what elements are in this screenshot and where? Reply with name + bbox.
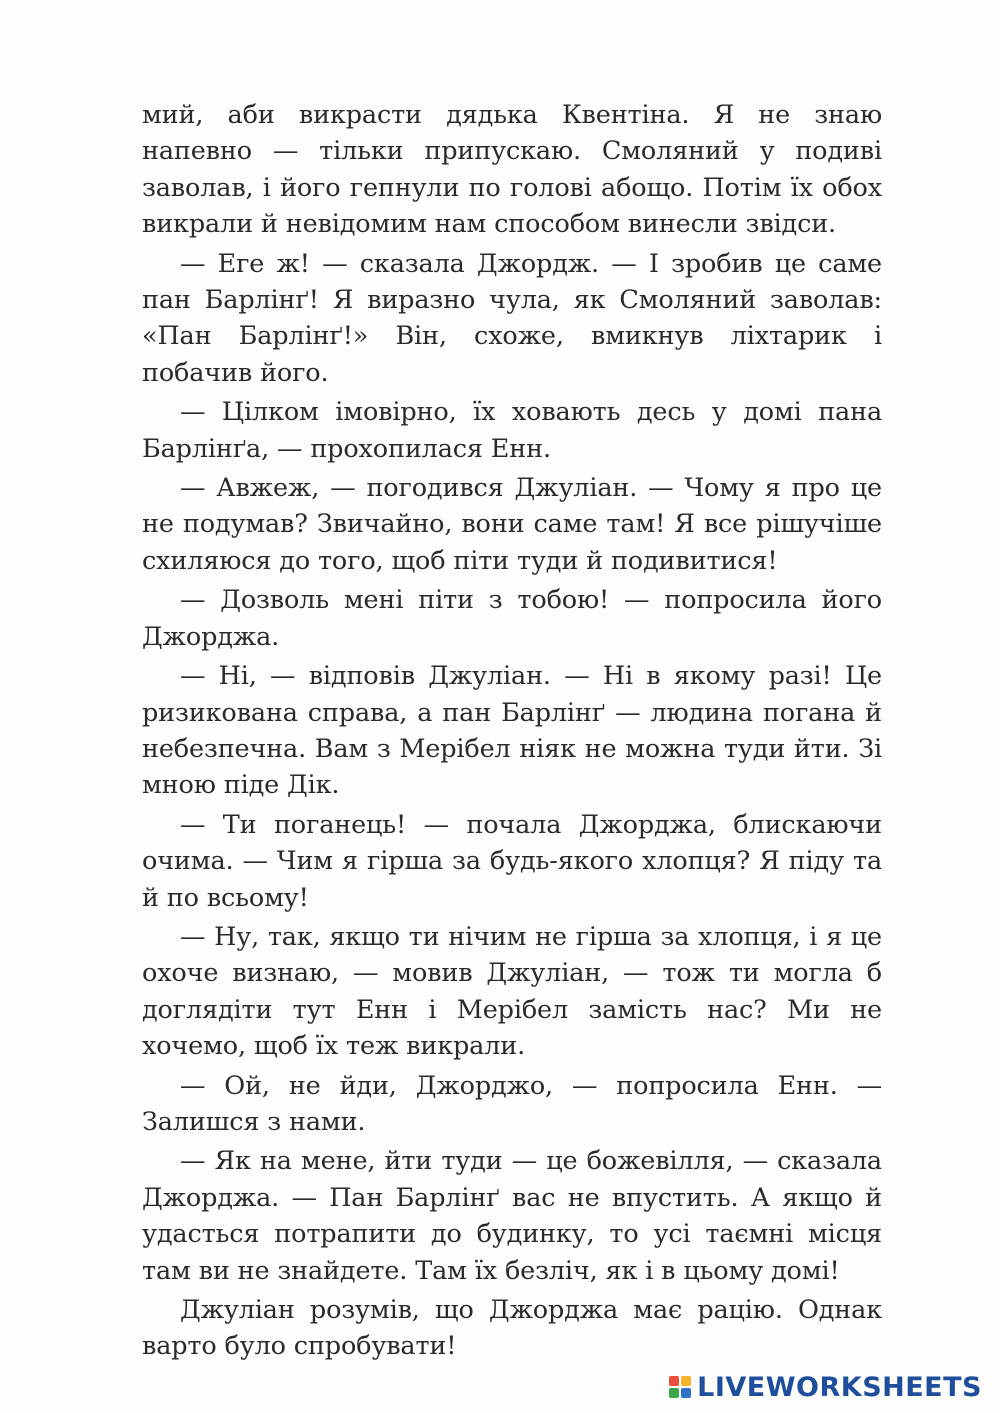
logo-square-blue bbox=[681, 1388, 691, 1398]
logo-square-red bbox=[669, 1376, 679, 1386]
paragraph-10: — Як на мене, йти туди — це божевілля, — сказала Джорджа. — Пан Барлінґ вас не впустить. А якщо й удасться потрапити до будинку, то усі таємні місця там ви не знайдете. Там їх безліч, як і в цьому домі! bbox=[142, 1146, 882, 1286]
paragraph-2: — Еге ж! — сказала Джордж. — І зробив це саме пан Барлінґ! Я виразно чула, як Смоляний заволав: «Пан Барлінґ!» Він, схоже, вмикнув ліхтарик і побачив його. bbox=[142, 248, 882, 388]
paragraph-3: — Цілком імовірно, їх ховають десь у домі пана Барлінґа, — прохопилася Енн. bbox=[142, 397, 882, 464]
logo-square-yellow bbox=[681, 1376, 691, 1386]
watermark-text: LIVEWORKSHEETS bbox=[697, 1371, 982, 1403]
paragraph-9: — Ой, не йди, Джорджо, — попросила Енн. — Залишся з нами. bbox=[142, 1070, 882, 1137]
logo-square-green bbox=[669, 1388, 679, 1398]
paragraph-7: — Ти поганець! — почала Джорджа, блискаючи очима. — Чим я гірша за будь-якого хлопця? Я піду та й по всьому! bbox=[142, 809, 882, 913]
paragraph-5: — Дозволь мені піти з тобою! — попросила його Джорджа. bbox=[142, 585, 882, 652]
paragraph-4: — Авжеж, — погодився Джуліан. — Чому я про це не подумав? Звичайно, вони саме там! Я все рішучіше схиляюся до того, щоб піти туди й подивитися! bbox=[142, 473, 882, 576]
liveworksheets-logo-icon bbox=[669, 1376, 691, 1398]
paragraph-1: мий, аби викрасти дядька Квентіна. Я не знаю напевно — тільки припускаю. Смоляний у подиві заволав, і його гепнули по голові абощо. Потім їх обох викрали й невідомим нам способом винесли звідси. bbox=[142, 100, 882, 240]
paragraph-6: — Ні, — відповів Джуліан. — Ні в якому разі! Це ризикована справа, а пан Барлінґ — людина погана й небезпечна. Вам з Мерібел ніяк не можна туди йти. Зі мною піде Дік. bbox=[142, 661, 882, 801]
paragraph-8: — Ну, так, якщо ти нічим не гірша за хлопця, і я це охоче визнаю, — мовив Джуліан, — тож ти могла б доглядіти тут Енн і Мерібел замість нас? Ми не хочемо, щоб їх теж викрали. bbox=[142, 921, 882, 1062]
paragraph-11: Джуліан розумів, що Джорджа має рацію. Однак варто було спробувати! bbox=[142, 1295, 882, 1362]
body-text bbox=[142, 97, 882, 1365]
liveworksheets-watermark[interactable] bbox=[669, 1369, 982, 1405]
